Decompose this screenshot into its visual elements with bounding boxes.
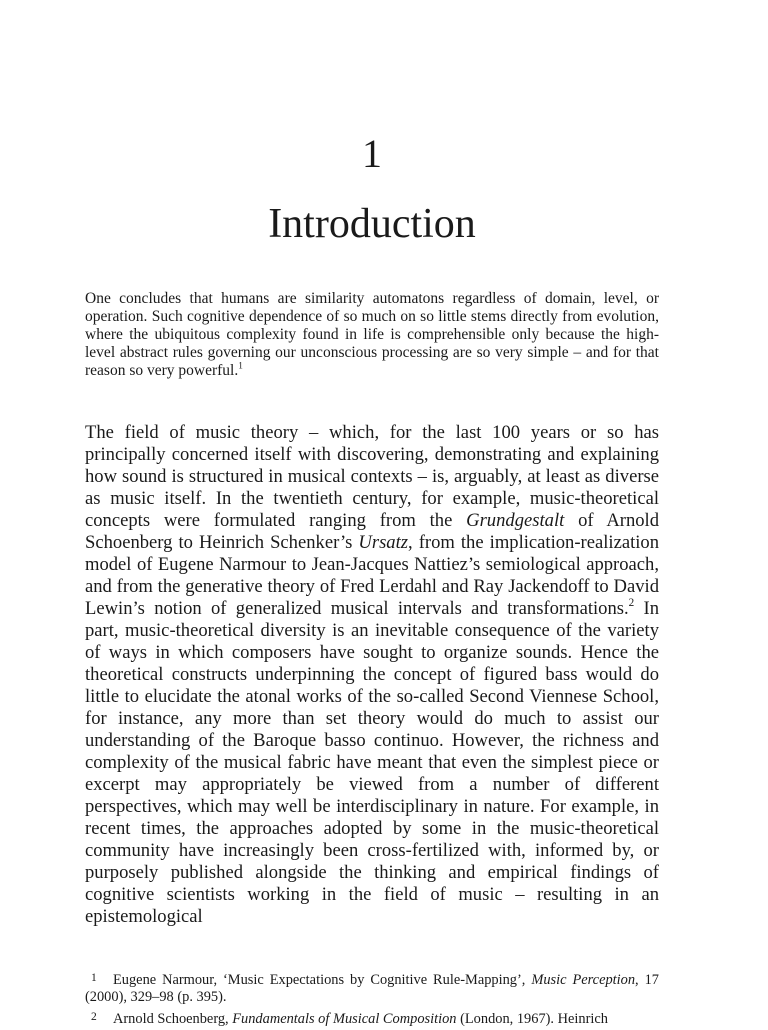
epigraph-text: One concludes that humans are similarity automatons regardless of domain, level, or operation. Such cognitive dependence of so much on so little stems directly from evolution, where the ubiquitous complexity found in life is comprehensible only because the high-level abstract rules governing our unconscious processing are so very simple – and for that reason so very powerful. <box>85 290 659 379</box>
footnote-text: (London, 1967). Heinrich <box>456 1010 608 1027</box>
footnote-2 <box>85 1009 659 1028</box>
book-page <box>85 0 659 1027</box>
footnote-text: , 17 (2000), 329–98 (p. 395). <box>85 971 659 1006</box>
footnote-text: Arnold Schoenberg, <box>113 1010 233 1027</box>
footnote-ref-1[interactable]: 1 <box>238 361 243 372</box>
footnote-title: Fundamentals of Musical Composition <box>232 1010 457 1027</box>
footnote-ref-2[interactable]: 2 <box>628 597 635 610</box>
epigraph <box>85 290 659 380</box>
chapter-number: 1 <box>362 131 382 176</box>
body-text-segment: of Arnold Schoenberg to Heinrich Schenker’s <box>85 510 659 553</box>
italic-term-ursatz: Ursatz <box>358 532 409 553</box>
footnote-number: 2 <box>91 1010 97 1023</box>
body-text-segment: In part, music-theoretical diversity is an inevitable consequence of the variety of ways in which composers have sought to organize sounds. Hence the theoretical constructs underpinning the concept of figured bass would do little to elucidate the atonal works of the so-called Second Viennese School, for instance, any more than set theory would do much to assist our understanding of the Baroque basso continuo. However, the richness and complexity of the musical fabric have meant that even the simplest piece or excerpt may appropriately be viewed from a number of different perspectives, which may well be interdisciplinary in nature. For example, in recent times, the approaches adopted by some in the music-theoretical community have increasingly been cross-fertilized with, informed by, or purposely published alongside the thinking and empirical findings of cognitive scientists working in the field of music – resulting in an epistemological <box>85 598 659 927</box>
footnotes <box>85 970 659 1030</box>
footnote-number: 1 <box>91 972 97 984</box>
body-text-segment: , from the implication-realization model of Eugene Narmour to Jean-Jacques Nattiez’s semiological approach, and from the generative theory of Fred Lerdahl and Ray Jackendoff to David Lewin’s notion of generalized musical intervals and transformations. <box>85 532 659 619</box>
footnote-text: Eugene Narmour, ‘Music Expectations by Cognitive Rule-Mapping’, <box>113 971 532 988</box>
chapter-title: Introduction <box>268 201 476 247</box>
body-paragraph <box>85 422 659 928</box>
footnote-1 <box>85 970 659 1007</box>
body-text-segment: The field of music theory – which, for the last 100 years or so has principally concerned itself with discovering, demonstrating and explaining how sound is structured in musical contexts – is, arguably, at least as diverse as music itself. In the twentieth century, for example, music-theoretical concepts were formulated ranging from the <box>85 422 659 531</box>
italic-term-grundgestalt: Grundgestalt <box>466 510 565 531</box>
footnote-title: Music Perception <box>531 971 636 988</box>
